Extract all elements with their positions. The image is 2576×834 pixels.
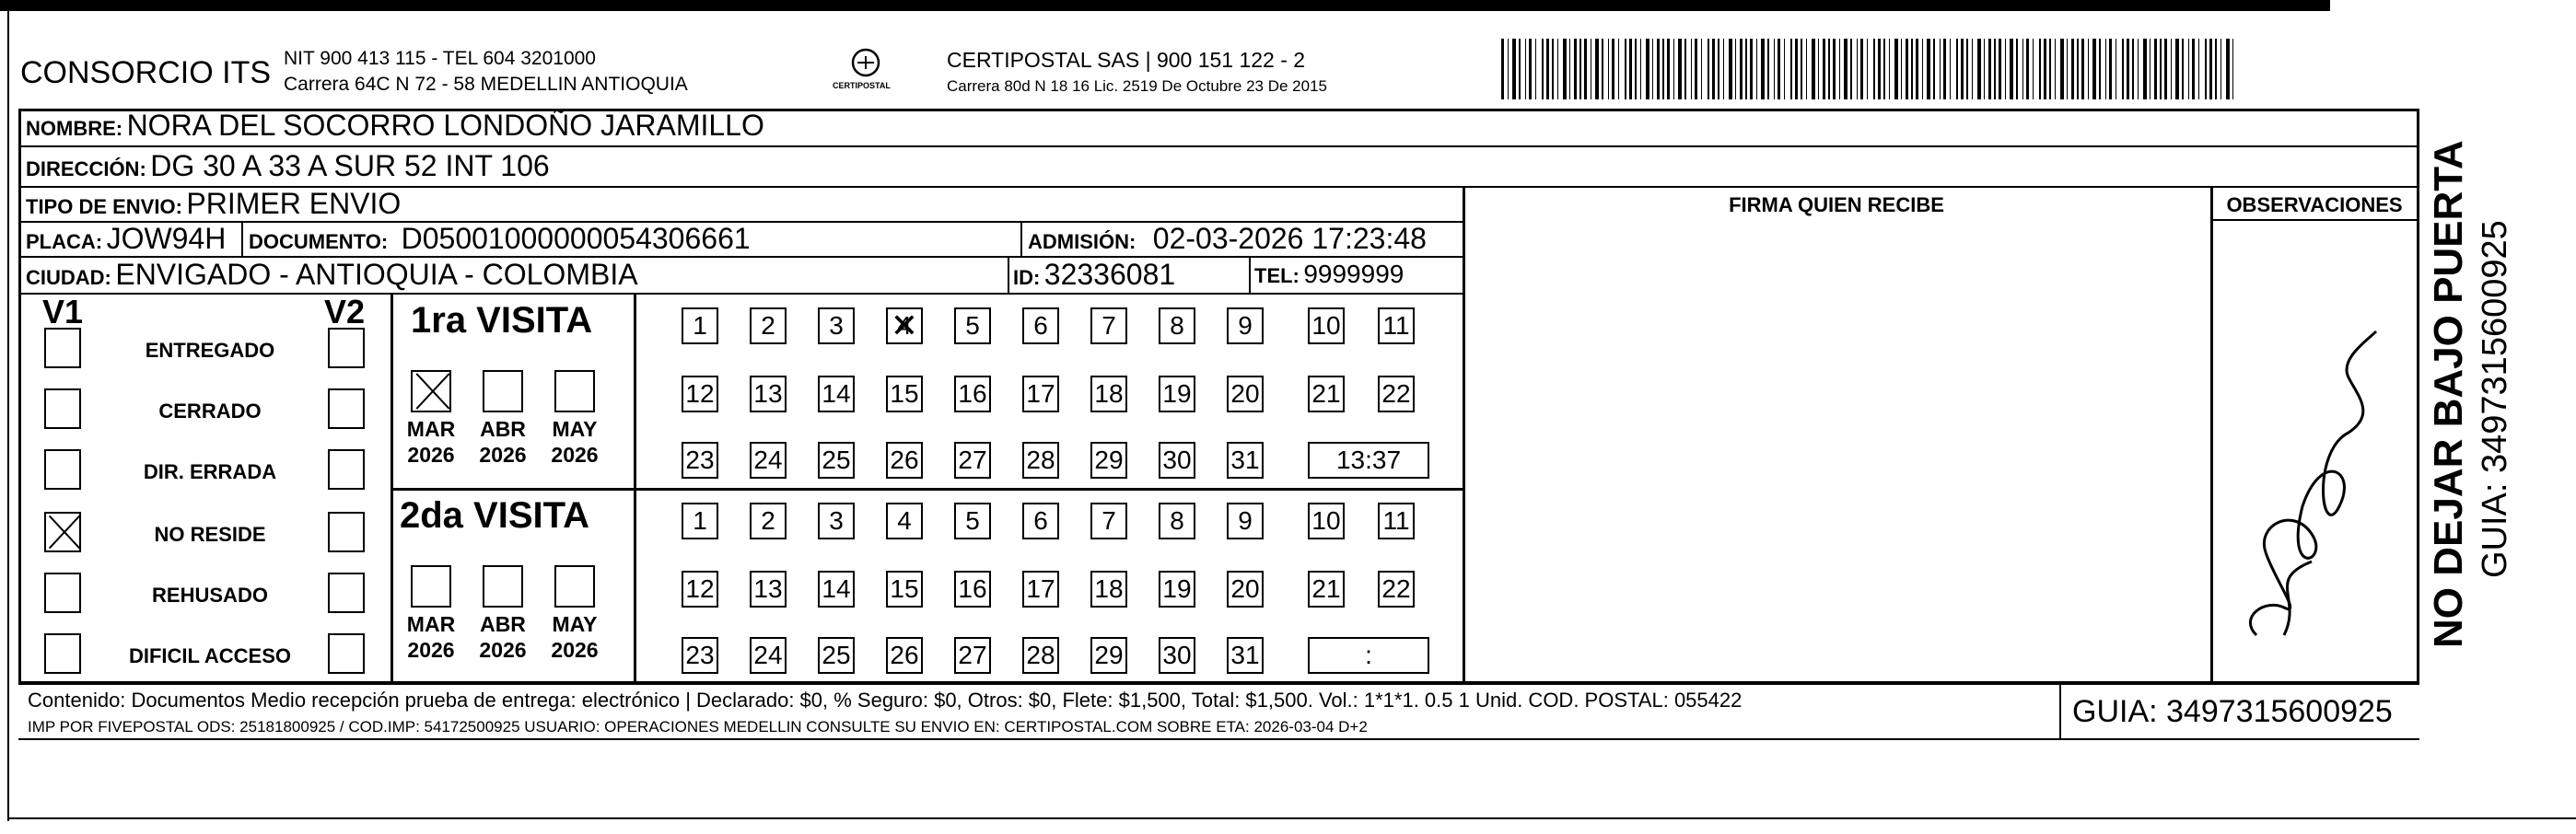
day-box[interactable]: 3 — [818, 307, 855, 344]
month-label: MAY 2026 — [551, 612, 599, 662]
tel-value: 9999999 — [1303, 260, 1405, 288]
cell-divider — [1249, 256, 1251, 293]
courier-line1: CERTIPOSTAL SAS | 900 151 122 - 2 — [947, 48, 1306, 72]
month-checkbox[interactable] — [554, 565, 595, 608]
day-box[interactable]: 16 — [954, 376, 991, 412]
certipostal-logo — [827, 44, 904, 99]
visit-divider — [634, 293, 636, 681]
day-box[interactable]: 13 — [750, 376, 787, 412]
v1-checkbox[interactable] — [44, 388, 81, 429]
v1-checkbox[interactable] — [44, 633, 81, 674]
day-box[interactable]: 1 — [682, 307, 718, 344]
day-box[interactable]: 4 — [886, 503, 923, 539]
cell-divider — [1020, 221, 1022, 256]
v1-checkbox[interactable] — [44, 328, 81, 368]
documento-row — [249, 222, 751, 256]
day-box[interactable]: 23 — [682, 637, 718, 674]
day-box[interactable]: 18 — [1090, 376, 1127, 412]
status-label: DIR. ERRADA — [143, 460, 277, 483]
day-box[interactable]: 27 — [954, 637, 991, 674]
day-box[interactable]: 10 — [1308, 503, 1345, 539]
firma-divider — [1463, 186, 1465, 681]
day-box[interactable]: 15 — [886, 571, 923, 608]
day-box[interactable]: 22 — [1378, 571, 1415, 608]
day-box[interactable]: 8 — [1159, 503, 1195, 539]
observaciones-divider — [2210, 186, 2213, 681]
side-warning: NO DEJAR BAJO PUERTA — [2426, 140, 2471, 648]
day-box[interactable]: 10 — [1308, 307, 1345, 344]
v1-checkbox[interactable] — [44, 449, 81, 490]
day-box[interactable]: 11 — [1378, 503, 1415, 539]
tel-label: TEL: — [1254, 264, 1300, 287]
nombre-value: NORA DEL SOCORRO LONDOÑO JARAMILLO — [126, 109, 764, 142]
cell-divider — [241, 221, 243, 256]
v2-label: V2 — [324, 293, 366, 330]
day-box[interactable]: 5 — [954, 307, 991, 344]
tel-row — [1254, 260, 1404, 289]
day-box[interactable]: 24 — [750, 637, 787, 674]
v1-checkbox[interactable] — [44, 512, 81, 552]
company-line1: NIT 900 413 115 - TEL 604 3201000 — [284, 48, 596, 69]
day-box[interactable]: 26 — [886, 637, 923, 674]
admision-value: 02-03-2026 17:23:48 — [1152, 222, 1427, 255]
status-label: DIFICIL ACCESO — [128, 644, 291, 667]
day-box[interactable]: 14 — [818, 571, 855, 608]
day-box[interactable]: 20 — [1227, 571, 1264, 608]
lower-left-edge — [7, 11, 9, 821]
day-box[interactable]: 15 — [886, 376, 923, 412]
ciudad-row — [26, 258, 638, 292]
side-guia: GUIA: 3497315600925 — [2476, 220, 2514, 578]
tipo-row — [26, 187, 401, 221]
top-border — [0, 0, 2330, 11]
month-label: MAR 2026 — [406, 417, 456, 467]
v2-checkbox[interactable] — [328, 633, 365, 674]
day-box[interactable]: 13 — [750, 571, 787, 608]
v1-label: V1 — [42, 293, 84, 330]
nombre-row — [26, 109, 764, 143]
day-box[interactable]: 4 ✕ — [886, 307, 923, 344]
day-box[interactable]: 31 — [1227, 442, 1264, 479]
v2-checkbox[interactable] — [328, 449, 365, 490]
id-row — [1013, 258, 1175, 292]
day-box[interactable]: 6 — [1022, 307, 1059, 344]
frame-left — [18, 109, 21, 683]
day-box[interactable]: 7 — [1090, 503, 1127, 539]
day-box[interactable]: 9 — [1227, 307, 1264, 344]
barcode — [1501, 39, 2238, 99]
visit-2-title: 2da VISITA — [400, 495, 589, 536]
documento-value: D05001000000054306661 — [401, 222, 751, 255]
day-box[interactable]: 12 — [682, 571, 718, 608]
day-box[interactable]: 21 — [1308, 571, 1345, 608]
day-box[interactable]: 22 — [1378, 376, 1415, 412]
day-box[interactable]: 29 — [1090, 637, 1127, 674]
v2-checkbox[interactable] — [328, 388, 365, 429]
row-line — [18, 293, 1463, 295]
day-box[interactable]: 7 — [1090, 307, 1127, 344]
day-box[interactable]: 25 — [818, 442, 855, 479]
status-label: REHUSADO — [152, 584, 268, 607]
company-line2: Carrera 64C N 72 - 58 MEDELLIN ANTIOQUIA — [284, 74, 688, 95]
month-checkbox[interactable] — [411, 565, 451, 608]
lower-line — [9, 817, 2576, 819]
day-box[interactable]: 26 — [886, 442, 923, 479]
observaciones-header: OBSERVACIONES — [2226, 193, 2403, 216]
day-box[interactable]: 17 — [1022, 376, 1059, 412]
documento-label: DOCUMENTO: — [249, 230, 389, 253]
day-box[interactable]: 17 — [1022, 571, 1059, 608]
day-box[interactable]: 19 — [1159, 376, 1195, 412]
visit-row-line — [390, 488, 1463, 491]
day-box[interactable]: 3 — [818, 503, 855, 539]
footer-line2: IMP POR FIVEPOSTAL ODS: 25181800925 / COD.IMP: 54172500925 USUARIO: OPERACIONES MEDELLIN CONSULTE SU ENVIO EN: CERTIPOSTAL.COM SOBRE ETA: 2026-03-04 D+2 — [28, 718, 1368, 736]
day-box[interactable]: 31 — [1227, 637, 1264, 674]
day-box[interactable]: 23 — [682, 442, 718, 479]
footer-bottom — [18, 738, 2419, 740]
placa-label: PLACA: — [26, 230, 103, 253]
id-value: 32336081 — [1043, 258, 1176, 291]
day-box[interactable]: 16 — [954, 571, 991, 608]
footer-guia: GUIA: 3497315600925 — [2072, 694, 2393, 729]
row-line — [18, 145, 2419, 147]
id-label: ID: — [1013, 266, 1041, 289]
company-name: CONSORCIO ITS — [20, 55, 272, 90]
direccion-row — [26, 149, 550, 183]
placa-row — [26, 222, 226, 256]
month-checkbox[interactable] — [483, 565, 523, 608]
tipo-value: PRIMER ENVIO — [186, 187, 402, 220]
cell-divider — [1008, 256, 1009, 293]
footer-line1: Contenido: Documentos Medio recepción prueba de entrega: electrónico | Declarado: $0, % Seguro: $0, Otros: $0, Flete: $1,500, Total: $1,500. Vol.: 1*1*1. 0.5 1 Unid. COD. POSTAL: 055422 — [28, 689, 1743, 712]
direccion-value: DG 30 A 33 A SUR 52 INT 106 — [150, 149, 550, 182]
day-box[interactable]: 20 — [1227, 376, 1264, 412]
day-box[interactable]: 9 — [1227, 503, 1264, 539]
day-box[interactable]: 11 — [1378, 307, 1415, 344]
day-box[interactable]: 25 — [818, 637, 855, 674]
month-label: MAY 2026 — [551, 417, 599, 467]
logo-text: CERTIPOSTAL — [833, 81, 891, 90]
time-box[interactable]: : — [1308, 637, 1429, 674]
month-label: MAR 2026 — [406, 612, 456, 662]
v2-checkbox[interactable] — [328, 573, 365, 613]
day-box[interactable]: 18 — [1090, 571, 1127, 608]
frame-right — [2417, 109, 2419, 683]
day-box[interactable]: 30 — [1159, 637, 1195, 674]
day-box[interactable]: 5 — [954, 503, 991, 539]
day-box[interactable]: 19 — [1159, 571, 1195, 608]
visit-1-title: 1ra VISITA — [411, 300, 593, 341]
month-label: ABR 2026 — [479, 417, 527, 467]
status-label: ENTREGADO — [145, 339, 275, 362]
day-box[interactable]: 6 — [1022, 503, 1059, 539]
month-checkbox[interactable] — [483, 370, 523, 412]
guia-divider — [2059, 683, 2061, 738]
status-label: CERRADO — [158, 400, 262, 423]
day-box[interactable]: 28 — [1022, 637, 1059, 674]
ciudad-value: ENVIGADO - ANTIOQUIA - COLOMBIA — [115, 258, 638, 291]
day-box[interactable]: 27 — [954, 442, 991, 479]
day-box[interactable]: 14 — [818, 376, 855, 412]
day-box[interactable]: 30 — [1159, 442, 1195, 479]
day-box[interactable]: 2 — [750, 503, 787, 539]
day-box[interactable]: 28 — [1022, 442, 1059, 479]
day-box[interactable]: 29 — [1090, 442, 1127, 479]
month-checkbox[interactable] — [411, 370, 451, 412]
tipo-label: TIPO DE ENVIO: — [26, 195, 182, 218]
v2-checkbox[interactable] — [328, 512, 365, 552]
month-label: ABR 2026 — [479, 612, 527, 662]
placa-value: JOW94H — [106, 222, 227, 255]
row-line — [2210, 219, 2419, 221]
signature — [2229, 322, 2395, 654]
month-checkbox[interactable] — [554, 370, 595, 412]
day-box[interactable]: 21 — [1308, 376, 1345, 412]
time-box[interactable]: 13:37 — [1308, 442, 1429, 479]
status-label: NO RESIDE — [154, 523, 266, 546]
v2-checkbox[interactable] — [328, 328, 365, 368]
day-box[interactable]: 1 — [682, 503, 718, 539]
day-box[interactable]: 2 — [750, 307, 787, 344]
admision-row — [1028, 222, 1427, 256]
status-divider — [390, 293, 393, 681]
nombre-label: NOMBRE: — [26, 117, 123, 140]
v1-checkbox[interactable] — [44, 573, 81, 613]
ciudad-label: CIUDAD: — [26, 266, 111, 289]
firma-header: FIRMA QUIEN RECIBE — [1729, 193, 1944, 216]
day-box[interactable]: 8 — [1159, 307, 1195, 344]
day-box[interactable]: 24 — [750, 442, 787, 479]
admision-label: ADMISIÓN: — [1028, 230, 1136, 253]
direccion-label: DIRECCIÓN: — [26, 157, 146, 180]
day-box[interactable]: 12 — [682, 376, 718, 412]
courier-line2: Carrera 80d N 18 16 Lic. 2519 De Octubre 23 De 2015 — [947, 77, 1327, 95]
